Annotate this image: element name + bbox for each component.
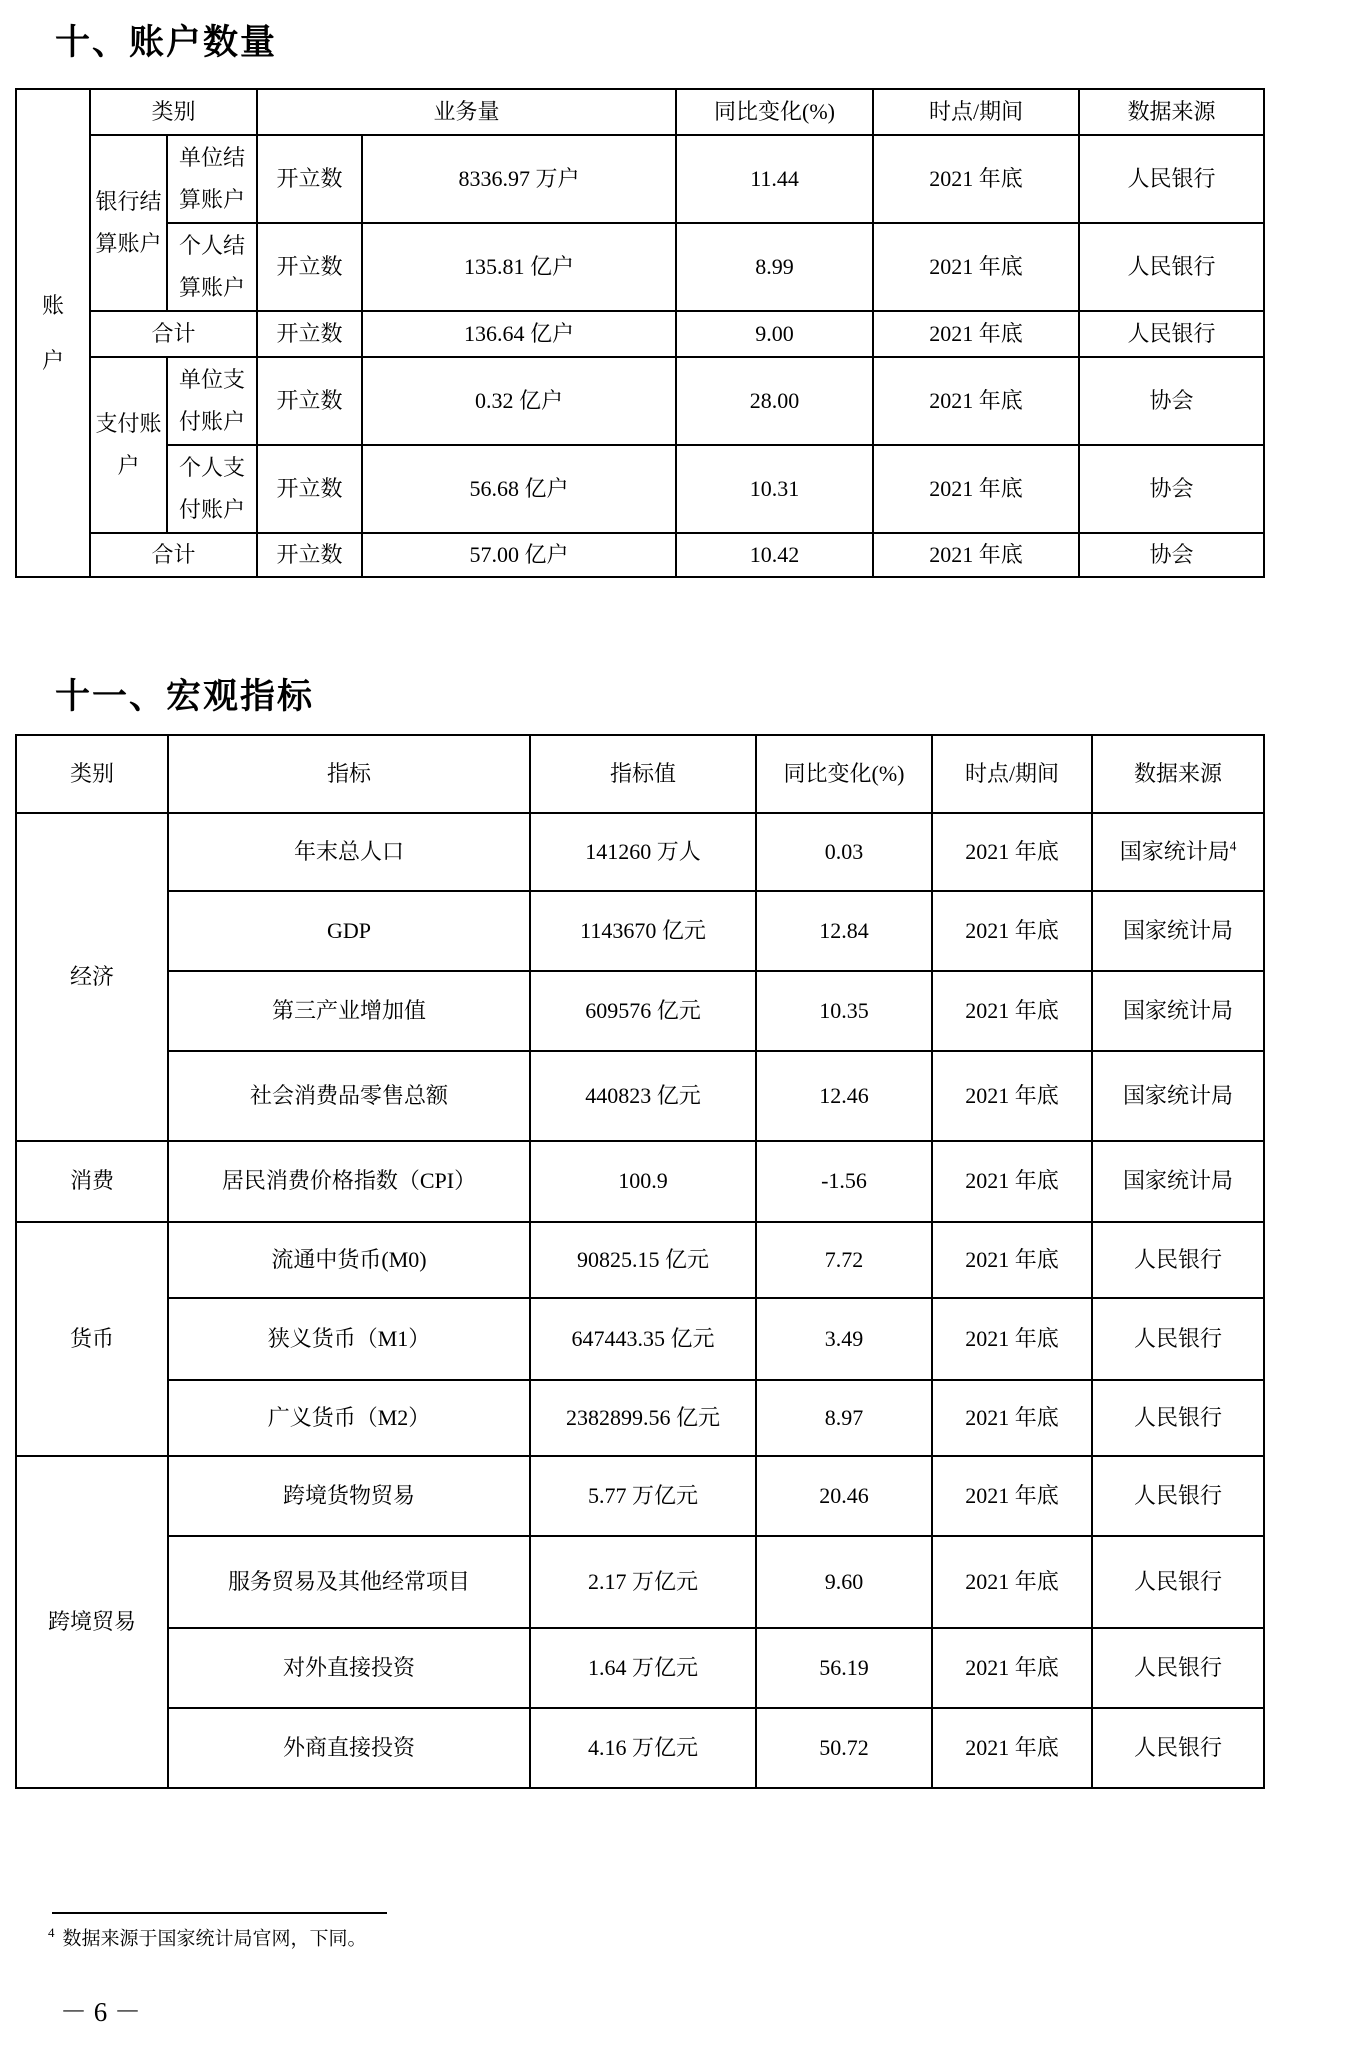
header-source: 数据来源	[1092, 735, 1264, 813]
footnote	[48, 1924, 367, 1953]
cell-value: 4.16 万亿元	[530, 1708, 756, 1788]
cell-sub: 个人结算账户	[167, 223, 257, 311]
cell-period: 2021 年底	[932, 1628, 1092, 1708]
footnote-separator	[52, 1912, 387, 1914]
cell-value: 90825.15 亿元	[530, 1222, 756, 1298]
cell-period: 2021 年底	[873, 135, 1079, 223]
cell-value: 1143670 亿元	[530, 891, 756, 971]
cell-period: 2021 年底	[873, 533, 1079, 577]
cell-source: 协会	[1079, 357, 1264, 445]
section2-title: 十一、宏观指标	[55, 677, 315, 716]
cell-yoy: 10.31	[676, 445, 873, 533]
table-row	[16, 1536, 1264, 1628]
cell-source: 人民银行	[1079, 223, 1264, 311]
table-row	[16, 813, 1264, 891]
cell-source: 国家统计局	[1092, 971, 1264, 1051]
table-row	[16, 135, 1264, 223]
cell-source: 人民银行	[1092, 1222, 1264, 1298]
cell-yoy: 8.97	[756, 1380, 932, 1456]
cell-yoy: 0.03	[756, 813, 932, 891]
cell-yoy: 12.84	[756, 891, 932, 971]
table-header-row	[16, 735, 1264, 813]
cell-value: 141260 万人	[530, 813, 756, 891]
cell-source: 协会	[1079, 445, 1264, 533]
cell-source: 人民银行	[1092, 1708, 1264, 1788]
cell-source: 人民银行	[1079, 311, 1264, 357]
cell-group: 支付账户	[90, 357, 167, 533]
cell-value: 5.77 万亿元	[530, 1456, 756, 1536]
cell-period: 2021 年底	[873, 223, 1079, 311]
header-category: 类别	[16, 735, 168, 813]
table-row	[16, 1298, 1264, 1380]
table-row	[16, 1708, 1264, 1788]
table-row	[16, 1380, 1264, 1456]
cell-period: 2021 年底	[932, 1051, 1092, 1141]
cell-category: 经济	[16, 813, 168, 1141]
cell-yoy: 10.35	[756, 971, 932, 1051]
cell-sub: 单位结算账户	[167, 135, 257, 223]
cell-indicator: GDP	[168, 891, 530, 971]
table-row	[16, 891, 1264, 971]
left-axis-label-cell	[16, 89, 90, 577]
cell-value: 100.9	[530, 1141, 756, 1222]
cell-yoy: 20.46	[756, 1456, 932, 1536]
cell-sub: 合计	[90, 533, 257, 577]
cell-period: 2021 年底	[932, 1708, 1092, 1788]
cell-value: 2.17 万亿元	[530, 1536, 756, 1628]
cell-sub: 单位支付账户	[167, 357, 257, 445]
cell-yoy: 8.99	[676, 223, 873, 311]
cell-period: 2021 年底	[932, 1456, 1092, 1536]
cell-yoy: 50.72	[756, 1708, 932, 1788]
macro-indicators-table	[15, 734, 1265, 1789]
table-row	[16, 971, 1264, 1051]
cell-period: 2021 年底	[932, 813, 1092, 891]
cell-indicator: 广义货币（M2）	[168, 1380, 530, 1456]
cell-period: 2021 年底	[873, 445, 1079, 533]
table-row	[16, 357, 1264, 445]
cell-period: 2021 年底	[932, 1536, 1092, 1628]
cell-yoy: 56.19	[756, 1628, 932, 1708]
cell-category: 消费	[16, 1141, 168, 1222]
table-row	[16, 1141, 1264, 1222]
cell-period: 2021 年底	[932, 1298, 1092, 1380]
cell-source: 人民银行	[1092, 1456, 1264, 1536]
cell-source: 人民银行	[1092, 1298, 1264, 1380]
cell-value: 647443.35 亿元	[530, 1298, 756, 1380]
header-period: 时点/期间	[932, 735, 1092, 813]
cell-sub: 个人支付账户	[167, 445, 257, 533]
cell-metric: 开立数	[257, 311, 362, 357]
cell-value: 56.68 亿户	[362, 445, 676, 533]
cell-indicator: 服务贸易及其他经常项目	[168, 1536, 530, 1628]
footnote-marker: 4	[48, 1925, 55, 1940]
cell-value: 135.81 亿户	[362, 223, 676, 311]
page-number: － 6 －	[60, 1997, 141, 2027]
cell-period: 2021 年底	[932, 1141, 1092, 1222]
header-indicator: 指标	[168, 735, 530, 813]
cell-yoy: 9.60	[756, 1536, 932, 1628]
cell-indicator: 年末总人口	[168, 813, 530, 891]
cell-yoy: 10.42	[676, 533, 873, 577]
cell-period: 2021 年底	[873, 357, 1079, 445]
cell-source: 国家统计局	[1092, 891, 1264, 971]
account-quantity-table	[15, 88, 1265, 578]
cell-yoy: 7.72	[756, 1222, 932, 1298]
cell-value: 1.64 万亿元	[530, 1628, 756, 1708]
header-yoy: 同比变化(%)	[756, 735, 932, 813]
cell-period: 2021 年底	[932, 1380, 1092, 1456]
cell-source	[1092, 813, 1264, 891]
cell-indicator: 社会消费品零售总额	[168, 1051, 530, 1141]
cell-metric: 开立数	[257, 135, 362, 223]
cell-yoy: 3.49	[756, 1298, 932, 1380]
cell-metric: 开立数	[257, 445, 362, 533]
cell-source: 国家统计局	[1092, 1051, 1264, 1141]
cell-source: 国家统计局	[1092, 1141, 1264, 1222]
cell-metric: 开立数	[257, 223, 362, 311]
cell-period: 2021 年底	[932, 1222, 1092, 1298]
cell-value: 2382899.56 亿元	[530, 1380, 756, 1456]
cell-yoy: -1.56	[756, 1141, 932, 1222]
header-source: 数据来源	[1079, 89, 1264, 135]
table-row	[16, 445, 1264, 533]
cell-indicator: 外商直接投资	[168, 1708, 530, 1788]
source-text: 国家统计局	[1119, 838, 1230, 864]
cell-sub: 合计	[90, 311, 257, 357]
cell-category: 跨境贸易	[16, 1456, 168, 1788]
cell-indicator: 居民消费价格指数（CPI）	[168, 1141, 530, 1222]
table-row	[16, 1456, 1264, 1536]
cell-metric: 开立数	[257, 533, 362, 577]
left-axis-label: 账户	[41, 293, 64, 373]
table-row	[16, 1628, 1264, 1708]
cell-indicator: 狭义货币（M1）	[168, 1298, 530, 1380]
table-row-subtotal	[16, 311, 1264, 357]
cell-indicator: 跨境货物贸易	[168, 1456, 530, 1536]
table-header-row	[16, 89, 1264, 135]
table-row	[16, 223, 1264, 311]
cell-value: 609576 亿元	[530, 971, 756, 1051]
header-category: 类别	[90, 89, 257, 135]
cell-value: 57.00 亿户	[362, 533, 676, 577]
cell-indicator: 第三产业增加值	[168, 971, 530, 1051]
cell-yoy: 11.44	[676, 135, 873, 223]
cell-metric: 开立数	[257, 357, 362, 445]
cell-indicator: 对外直接投资	[168, 1628, 530, 1708]
cell-yoy: 28.00	[676, 357, 873, 445]
cell-source: 协会	[1079, 533, 1264, 577]
cell-value: 0.32 亿户	[362, 357, 676, 445]
section1-title: 十、账户数量	[55, 23, 278, 62]
cell-yoy: 12.46	[756, 1051, 932, 1141]
table-row	[16, 1051, 1264, 1141]
header-period: 时点/期间	[873, 89, 1079, 135]
footnote-ref: 4	[1229, 838, 1237, 854]
header-yoy: 同比变化(%)	[676, 89, 873, 135]
cell-indicator: 流通中货币(M0)	[168, 1222, 530, 1298]
cell-period: 2021 年底	[873, 311, 1079, 357]
cell-category: 货币	[16, 1222, 168, 1456]
cell-source: 人民银行	[1079, 135, 1264, 223]
cell-source: 人民银行	[1092, 1628, 1264, 1708]
cell-source: 人民银行	[1092, 1536, 1264, 1628]
cell-period: 2021 年底	[932, 891, 1092, 971]
table-row-subtotal	[16, 533, 1264, 577]
cell-group: 银行结算账户	[90, 135, 167, 311]
cell-period: 2021 年底	[932, 971, 1092, 1051]
footnote-text: 数据来源于国家统计局官网，下同。	[62, 1928, 367, 1950]
header-value: 指标值	[530, 735, 756, 813]
cell-source: 人民银行	[1092, 1380, 1264, 1456]
table-row	[16, 1222, 1264, 1298]
cell-value: 8336.97 万户	[362, 135, 676, 223]
header-volume: 业务量	[257, 89, 676, 135]
cell-value: 136.64 亿户	[362, 311, 676, 357]
cell-yoy: 9.00	[676, 311, 873, 357]
cell-value: 440823 亿元	[530, 1051, 756, 1141]
